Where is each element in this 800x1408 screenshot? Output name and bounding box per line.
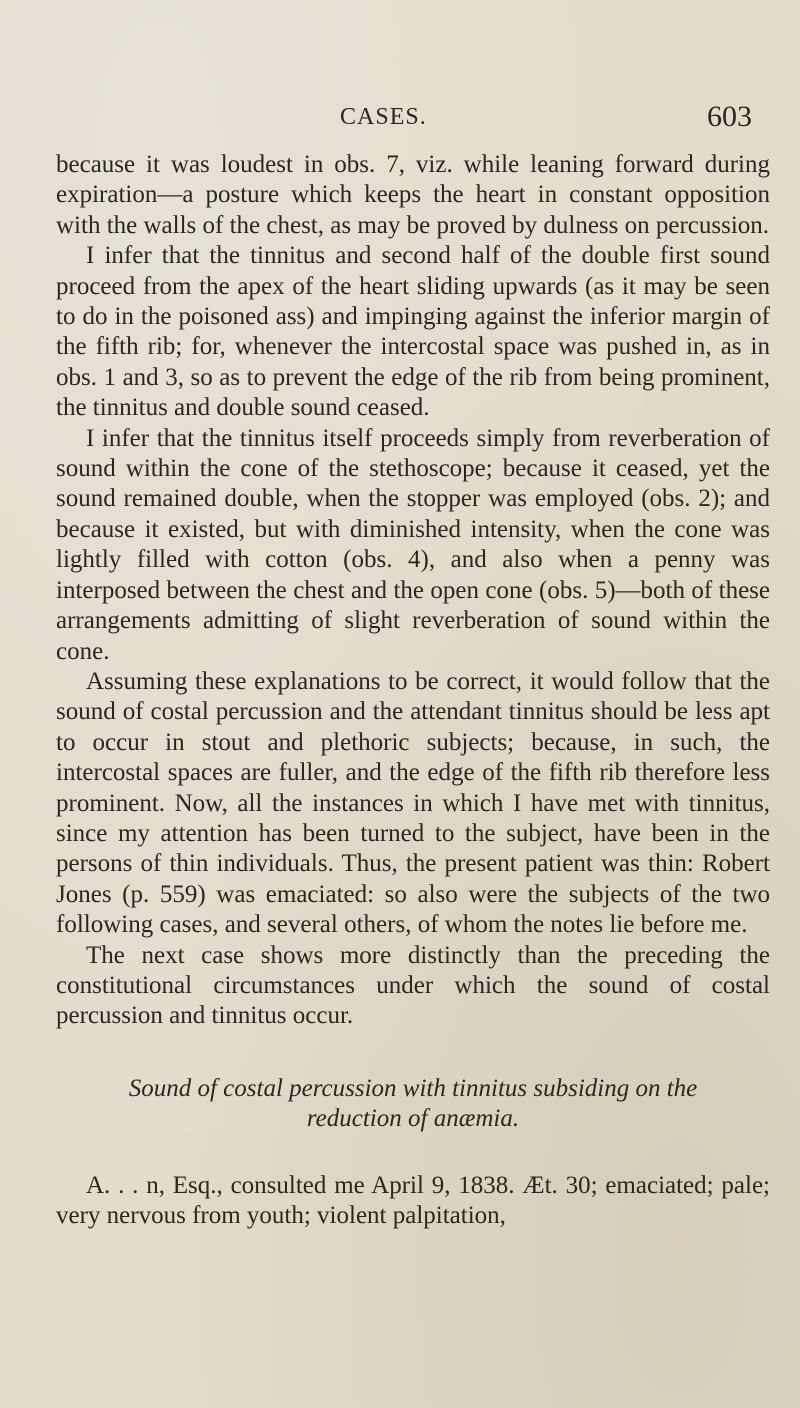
paragraph-continuation: because it was loudest in obs. 7, viz. while leaning forward during expiration—a posture which keeps the heart in constant opposition with the walls of the chest, as may be proved by dulness on percussion. (56, 151, 770, 239)
body-text (56, 150, 770, 1231)
section-heading-line-1: Sound of costal percussion with tinnitus subsiding on the (128, 1074, 698, 1102)
section-heading (56, 1074, 770, 1135)
case-paragraph: A. . . n, Esq., consulted me April 9, 1838. Æt. 30; emaciated; pale; very nervous from youth; violent palpitation, (56, 1171, 770, 1229)
paragraph-assumption: Assuming these explanations to be correct, it would follow that the sound of costal percussion and the attendant tinnitus should be less apt to occur in stout and plethoric subjects; because, in such, the intercostal spaces are fuller, and the edge of the fifth rib therefore less prominent. Now, all the instances in which I have met with tinnitus, since my attention has been turned to the subject, have been in the persons of thin individuals. Thus, the present patient was thin: Robert Jones (p. 559) was emaciated: so also were the subjects of the two following cases, and several others, of whom the notes lie before me. (56, 667, 770, 939)
paragraph-reverberation-inference: I infer that the tinnitus itself proceeds simply from reverberation of sound within the cone of the stethoscope; because it ceased, yet the sound remained double, when the stopper was employed (obs. 2); and because it existed, but with diminished intensity, when the cone was lightly filled with cotton (obs. 4), and also when a penny was interposed between the chest and the open cone (obs. 5)—both of these arrangements admitting of slight reverberation of sound within the cone. (56, 424, 770, 665)
section-heading-line-2: reduction of anæmia. (306, 1105, 520, 1133)
paragraph-apex-inference: I infer that the tinnitus and second half of the double first sound proceed from the apex of the heart sliding upwards (as it may be seen to do in the poisoned ass) and impinging against the inferior margin of the fifth rib; for, whenever the intercostal space was pushed in, as in obs. 1 and 3, so as to prevent the edge of the rib from being prominent, the tinnitus and double sound ceased. (56, 242, 770, 422)
running-head (0, 100, 800, 140)
running-title: CASES. (340, 104, 427, 130)
page-number: 603 (707, 100, 752, 133)
paragraph-next-case: The next case shows more distinctly than the preceding the constitutional circumstances under which the sound of costal percussion and tinnitus occur. (56, 941, 770, 1030)
